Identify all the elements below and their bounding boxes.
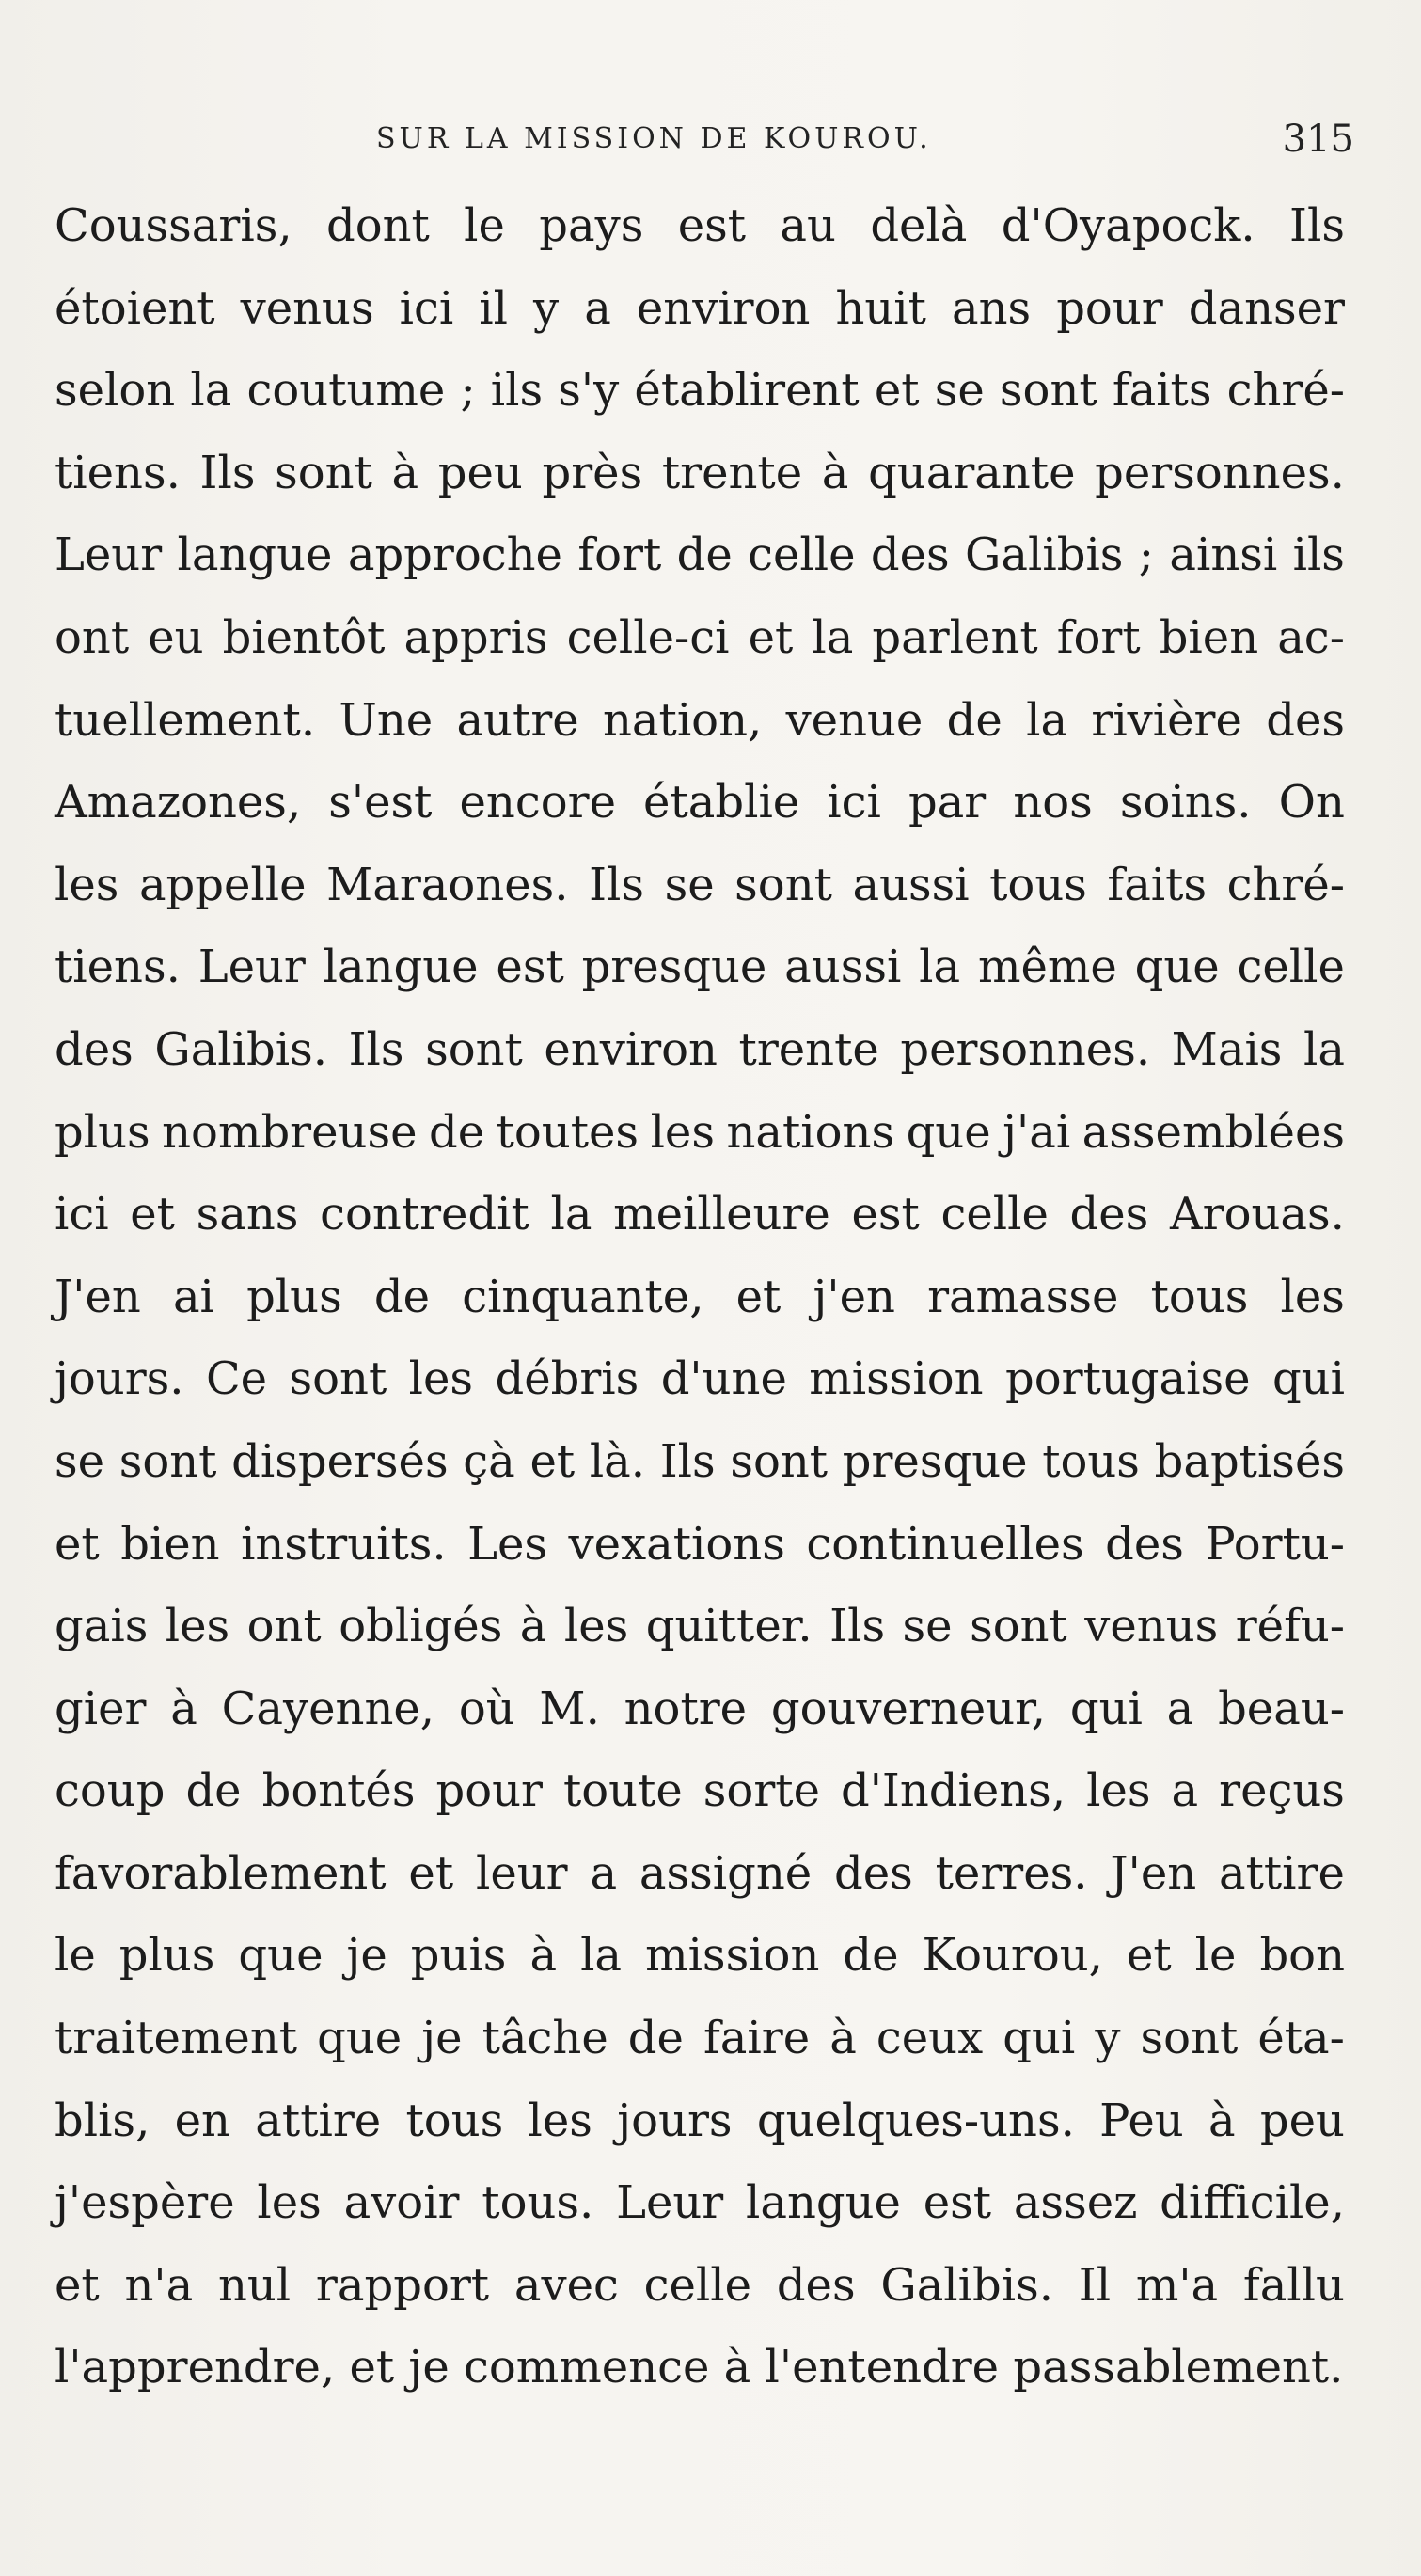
word: terres.	[935, 1846, 1088, 1900]
text-line	[55, 1174, 1345, 1256]
word: les	[165, 1600, 230, 1653]
word: continuelles	[806, 1517, 1084, 1571]
word: dont	[325, 199, 430, 252]
word: Mais	[1171, 1022, 1283, 1076]
word: gais	[55, 1600, 149, 1653]
word: nul	[217, 2258, 292, 2312]
word: de	[185, 1764, 242, 1818]
text-line	[55, 1915, 1345, 1998]
body-text	[55, 185, 1345, 2410]
text-line	[55, 1998, 1345, 2080]
word: établirent	[634, 364, 860, 418]
word: assez	[1013, 2176, 1138, 2230]
word: des	[870, 529, 950, 582]
word: ;	[460, 364, 476, 418]
word: et	[130, 1188, 175, 1241]
word: a	[1166, 1682, 1194, 1735]
word: des	[55, 1022, 134, 1076]
word: d'une	[660, 1352, 787, 1406]
word: Ce	[205, 1352, 268, 1406]
word: faire	[703, 2012, 811, 2065]
running-head	[376, 111, 1354, 167]
word: attire	[1218, 1846, 1345, 1900]
word: nation,	[603, 693, 763, 747]
word: Arouas.	[1169, 1188, 1345, 1241]
word: la	[190, 364, 232, 418]
word: Cayenne,	[221, 1682, 435, 1735]
word: venus	[240, 281, 374, 335]
word: delà	[870, 199, 968, 252]
word: se	[934, 364, 985, 418]
word: Galibis.	[154, 1022, 327, 1076]
word: Galibis.	[880, 2258, 1053, 2312]
word: pour	[1056, 281, 1163, 335]
word: ac-	[1277, 610, 1345, 664]
word: mission	[809, 1352, 984, 1406]
text-line	[55, 1009, 1345, 1092]
word: langue	[323, 940, 479, 994]
word: dispersés	[231, 1434, 449, 1488]
word: notre	[624, 1682, 748, 1735]
word: appelle	[138, 858, 307, 911]
word: celle	[940, 1188, 1049, 1241]
word: le	[464, 199, 505, 252]
word: des	[1105, 1517, 1184, 1571]
word: ils	[1292, 529, 1345, 582]
word: se	[902, 1600, 953, 1653]
text-line	[55, 185, 1345, 268]
word: fort	[1056, 610, 1141, 664]
word: jours	[617, 2094, 733, 2147]
word: est	[851, 1188, 920, 1241]
text-line	[55, 433, 1345, 515]
word: établie	[643, 776, 800, 830]
word: et	[748, 610, 794, 664]
word: tous	[1150, 1270, 1249, 1323]
word: des	[776, 2258, 856, 2312]
text-line	[55, 1750, 1345, 1833]
word: sont	[1140, 2012, 1239, 2065]
word: celle	[643, 2258, 752, 2312]
word: quelques-uns.	[756, 2094, 1075, 2147]
running-title: SUR LA MISSION DE KOUROU.	[376, 122, 932, 155]
word: à	[170, 1682, 197, 1735]
word: aussi	[852, 858, 970, 911]
text-line	[55, 1833, 1345, 1916]
word: assemblées	[1082, 1105, 1345, 1159]
word: jours.	[55, 1352, 184, 1406]
word: s'est	[328, 776, 433, 830]
word: près	[542, 446, 643, 499]
word: Ils	[199, 446, 256, 499]
word: Leur	[616, 2176, 724, 2230]
word: la	[580, 1929, 623, 1983]
word: m'a	[1135, 2258, 1219, 2312]
word: la	[1303, 1022, 1345, 1076]
word: à	[829, 2012, 857, 2065]
word: les	[408, 1352, 474, 1406]
word: ils	[490, 364, 544, 418]
word: pays	[539, 199, 644, 252]
word: la	[919, 940, 961, 994]
word: gouverneur,	[770, 1682, 1047, 1735]
word: les	[1280, 1270, 1345, 1323]
word: autre	[456, 693, 579, 747]
word: et	[735, 1270, 782, 1323]
text-line	[55, 1504, 1345, 1587]
word: de	[373, 1270, 431, 1323]
word: sans	[196, 1188, 299, 1241]
word: J'en	[55, 1270, 141, 1323]
word: toutes	[496, 1105, 639, 1159]
word: est	[496, 940, 564, 994]
word: soins.	[1119, 776, 1252, 830]
word: par	[908, 776, 987, 830]
word: la	[550, 1188, 592, 1241]
word: a	[584, 281, 611, 335]
word: attire	[255, 2094, 382, 2147]
word: ainsi	[1169, 529, 1278, 582]
word: la	[1026, 693, 1068, 747]
word: Ils	[348, 1022, 404, 1076]
word: Leur	[197, 940, 306, 994]
word: même	[977, 940, 1117, 994]
word: ceux	[876, 2012, 984, 2065]
word: sont	[734, 858, 832, 911]
text-line	[55, 514, 1345, 597]
word: rapport	[315, 2258, 490, 2312]
word: obligés	[339, 1600, 503, 1653]
text-line	[55, 680, 1345, 763]
word: On	[1278, 776, 1345, 830]
word: que	[906, 1105, 991, 1159]
word: eu	[148, 610, 204, 664]
word: langue	[177, 529, 333, 582]
word: toute	[562, 1764, 683, 1818]
word: et	[55, 2258, 100, 2312]
word: encore	[459, 776, 616, 830]
word: venue	[785, 693, 924, 747]
word: peu	[1259, 2094, 1345, 2147]
word: les	[563, 1600, 629, 1653]
word: j'en	[813, 1270, 895, 1323]
word: presque	[581, 940, 767, 994]
word: langue	[745, 2176, 901, 2230]
word: fort	[577, 529, 662, 582]
text-line	[55, 1586, 1345, 1668]
word: vexations	[568, 1517, 785, 1571]
word: les	[650, 1105, 715, 1159]
word: Maraones.	[326, 858, 569, 911]
word: trente	[661, 446, 803, 499]
word: appris	[403, 610, 548, 664]
word: avec	[513, 2258, 619, 2312]
word: les	[1086, 1764, 1151, 1818]
word: réfu-	[1235, 1600, 1345, 1653]
text-line	[55, 2245, 1345, 2328]
word: rivière	[1091, 693, 1242, 747]
word: Les	[467, 1517, 548, 1571]
word: portugaise	[1005, 1352, 1251, 1406]
word: y	[533, 281, 560, 335]
word: bontés	[261, 1764, 416, 1818]
word: pour	[435, 1764, 543, 1818]
word: et	[874, 364, 920, 418]
text-line	[55, 350, 1345, 433]
word: que	[1134, 940, 1220, 994]
word: traitement	[55, 2012, 298, 2065]
word: meilleure	[613, 1188, 830, 1241]
text-line	[55, 926, 1345, 1009]
word: trente	[738, 1022, 879, 1076]
word: sont	[730, 1434, 829, 1488]
word: des	[1266, 693, 1345, 747]
word: sont	[289, 1352, 387, 1406]
word: avoir	[343, 2176, 460, 2230]
word: aussi	[784, 940, 902, 994]
text-line	[55, 762, 1345, 845]
word: Ils	[829, 1600, 886, 1653]
word: le	[1194, 1929, 1237, 1983]
word: Amazones,	[55, 776, 302, 830]
word: huit	[835, 281, 926, 335]
word: ici	[827, 776, 881, 830]
word: M.	[539, 1682, 600, 1735]
word: et	[529, 1434, 576, 1488]
word: sont	[118, 1434, 217, 1488]
word: sont	[970, 1600, 1067, 1653]
word: coup	[55, 1764, 166, 1818]
word: les	[528, 2094, 592, 2147]
text-line	[55, 1092, 1345, 1175]
word: blis,	[55, 2094, 150, 2147]
word: j'espère	[55, 2176, 235, 2230]
word: qui	[1271, 1352, 1345, 1406]
word: se	[664, 858, 715, 911]
word: tous	[1042, 1434, 1140, 1488]
word: Portu-	[1205, 1517, 1345, 1571]
word: Coussaris,	[55, 199, 292, 252]
word: d'Indiens,	[840, 1764, 1066, 1818]
word: peu	[437, 446, 523, 499]
word: n'a	[124, 2258, 194, 2312]
word: j'ai	[1003, 1105, 1071, 1159]
word: bon	[1259, 1929, 1345, 1983]
word: il	[479, 281, 508, 335]
word: chré-	[1226, 858, 1345, 911]
word: bien	[1159, 610, 1259, 664]
page-number: 315	[1282, 118, 1354, 161]
word: ans	[951, 281, 1032, 335]
word: à	[519, 1600, 547, 1653]
word: et	[408, 1846, 454, 1900]
word: de	[676, 529, 733, 582]
word: où	[458, 1682, 515, 1735]
word: ramasse	[927, 1270, 1119, 1323]
word: environ	[636, 281, 811, 335]
word: celle-ci	[566, 610, 730, 664]
word: des	[834, 1846, 913, 1900]
word: bien	[120, 1517, 220, 1571]
word: là.	[589, 1434, 646, 1488]
word: ici	[55, 1188, 109, 1241]
word: tous	[989, 858, 1087, 911]
word: je	[346, 1929, 387, 1983]
word: approche	[347, 529, 562, 582]
word: danser	[1188, 281, 1345, 335]
word: Une	[339, 693, 434, 747]
word: Kourou,	[922, 1929, 1103, 1983]
word: Leur	[55, 529, 163, 582]
text-line: l'apprendre, et je commence à l'entendre passablement.	[55, 2341, 1344, 2394]
word: quarante	[868, 446, 1076, 499]
word: y	[1095, 2012, 1121, 2065]
word: presque	[842, 1434, 1028, 1488]
word: quitter.	[645, 1600, 813, 1653]
word: Ils	[659, 1434, 716, 1488]
word: Peu	[1099, 2094, 1184, 2147]
word: çà	[463, 1434, 515, 1488]
word: je	[421, 2012, 463, 2065]
word: tuellement.	[55, 693, 316, 747]
word: ;	[1138, 529, 1154, 582]
word: parlent	[872, 610, 1038, 664]
word: instruits.	[241, 1517, 447, 1571]
word: difficile,	[1160, 2176, 1345, 2230]
word: à	[821, 446, 849, 499]
word: tiens.	[55, 446, 181, 499]
word: la	[812, 610, 854, 664]
word: que	[238, 1929, 324, 1983]
word: mission	[645, 1929, 820, 1983]
word: des	[1069, 1188, 1149, 1241]
word: personnes.	[900, 1022, 1151, 1076]
word: personnes.	[1095, 446, 1345, 499]
word: tous	[405, 2094, 504, 2147]
text-line	[55, 1421, 1345, 1504]
word: au	[780, 199, 836, 252]
word: et	[55, 1517, 100, 1571]
word: à	[529, 1929, 558, 1983]
word: selon	[55, 364, 176, 418]
word: contredit	[320, 1188, 529, 1241]
word: ont	[55, 610, 130, 664]
word: étoient	[55, 281, 215, 335]
word: à	[391, 446, 419, 499]
word: ont	[246, 1600, 322, 1653]
word: s'y	[558, 364, 620, 418]
word: tous.	[482, 2176, 594, 2230]
word: tiens.	[55, 940, 181, 994]
word: Il	[1078, 2258, 1112, 2312]
word: le	[55, 1929, 96, 1983]
word: gier	[55, 1682, 147, 1735]
word: se	[55, 1434, 105, 1488]
word: puis	[410, 1929, 507, 1983]
word: ici	[399, 281, 454, 335]
text-line	[55, 597, 1345, 680]
text-line	[55, 1338, 1345, 1421]
word: fallu	[1242, 2258, 1345, 2312]
word: les	[55, 858, 119, 911]
word: plus	[118, 1929, 215, 1983]
word: de	[627, 2012, 684, 2065]
text-line	[55, 1668, 1345, 1751]
word: Ils	[1289, 199, 1345, 252]
word: d'Oyapock.	[1001, 199, 1255, 252]
word: ai	[172, 1270, 214, 1323]
word: sont	[425, 1022, 523, 1076]
word: sont	[275, 446, 372, 499]
word: baptisés	[1154, 1434, 1345, 1488]
word: a	[590, 1846, 618, 1900]
word: de	[843, 1929, 899, 1983]
word: nombreuse	[162, 1105, 418, 1159]
text-line	[55, 268, 1345, 351]
word: faits	[1107, 858, 1208, 911]
word: a	[1171, 1764, 1199, 1818]
word: éta-	[1257, 2012, 1345, 2065]
word: de	[946, 693, 1003, 747]
word: en	[174, 2094, 230, 2147]
word: à	[1208, 2094, 1236, 2147]
word: beau-	[1218, 1682, 1345, 1735]
text-line	[55, 1256, 1345, 1339]
word: nos	[1013, 776, 1093, 830]
word: favorablement	[55, 1846, 387, 1900]
word: venus	[1084, 1600, 1219, 1653]
word: environ	[544, 1022, 718, 1076]
word: chré-	[1226, 364, 1345, 418]
text-line	[55, 2162, 1345, 2245]
word: reçus	[1219, 1764, 1345, 1818]
word: celle	[1237, 940, 1345, 994]
word: est	[677, 199, 747, 252]
word: J'en	[1110, 1846, 1197, 1900]
word: nations	[726, 1105, 895, 1159]
word: leur	[475, 1846, 568, 1900]
word: les	[257, 2176, 322, 2230]
word: est	[923, 2176, 992, 2230]
word: tâche	[482, 2012, 608, 2065]
word: faits	[1112, 364, 1212, 418]
word: assigné	[639, 1846, 813, 1900]
word: sont	[999, 364, 1097, 418]
word: Galibis	[965, 529, 1124, 582]
word: cinquante,	[462, 1270, 704, 1323]
word: débris	[495, 1352, 639, 1406]
word: de	[428, 1105, 485, 1159]
word: coutume	[246, 364, 446, 418]
word: sorte	[703, 1764, 820, 1818]
word: plus	[55, 1105, 150, 1159]
word: plus	[246, 1270, 342, 1323]
text-line	[55, 845, 1345, 927]
word: celle	[748, 529, 856, 582]
text-line	[55, 2080, 1345, 2163]
word: qui	[1069, 1682, 1143, 1735]
word: bientôt	[222, 610, 386, 664]
word: qui	[1003, 2012, 1076, 2065]
word: et	[1126, 1929, 1172, 1983]
word: Ils	[589, 858, 645, 911]
word: que	[317, 2012, 403, 2065]
